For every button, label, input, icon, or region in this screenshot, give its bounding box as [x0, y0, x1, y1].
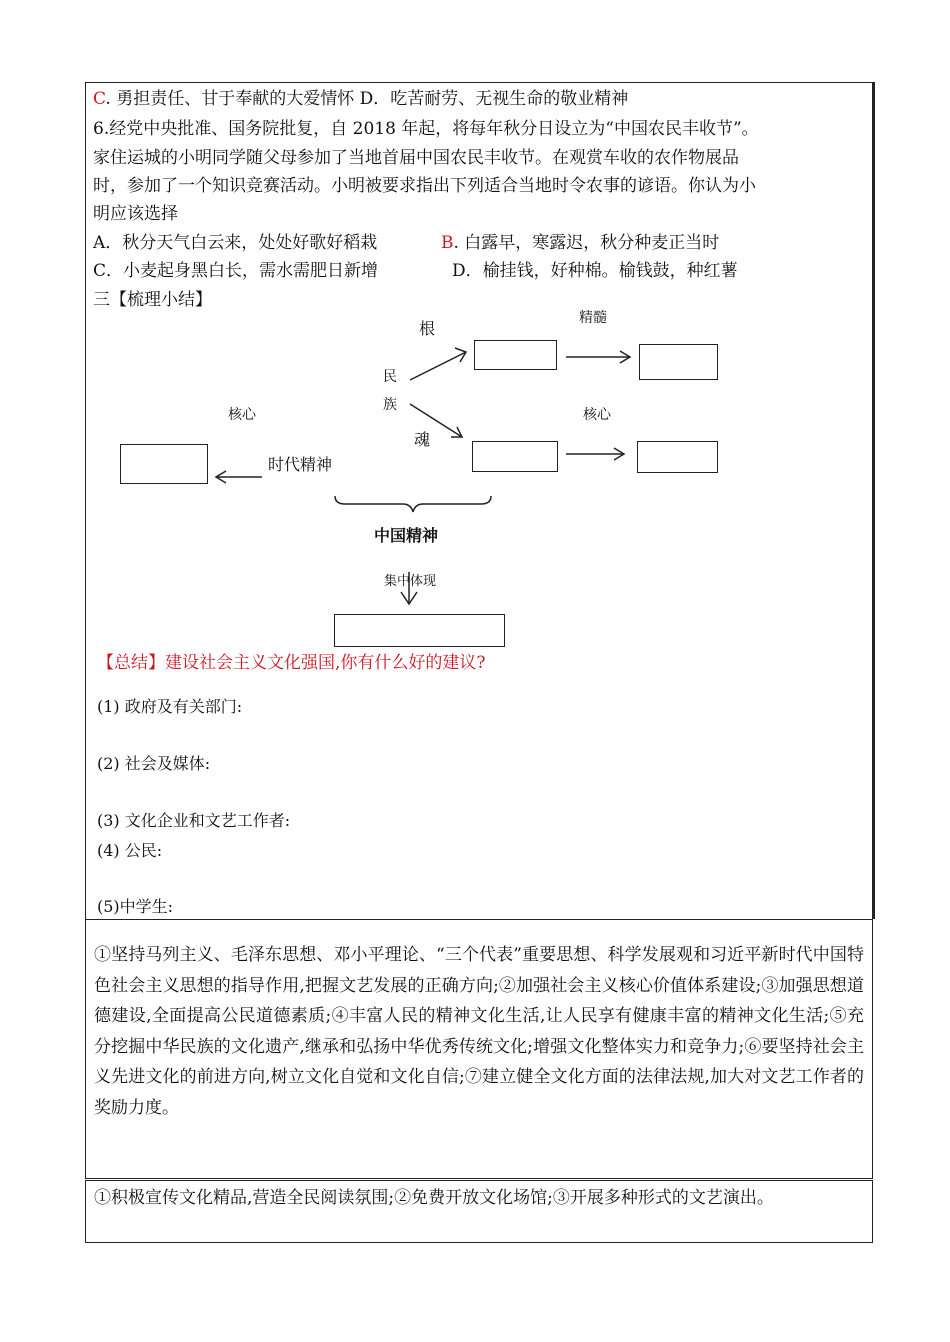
question6-line3: 时，参加了一个知识竞赛活动。小明被要求指出下列适合当地时令农事的谚语。你认为小	[93, 176, 756, 196]
summary-label: 【总结】建设社会主义文化强国,你有什么好的建议?	[97, 653, 486, 673]
summary-item-3: (3) 文化企业和文艺工作者:	[97, 811, 291, 830]
arrow-min-to-gen	[410, 352, 466, 380]
answer-box-2	[85, 1180, 873, 1243]
option-b-letter: B	[441, 233, 454, 253]
option-c: C．小麦起身黑白长，需水需肥日新增	[93, 261, 379, 281]
option-b-text: . 白露早，寒露迟，秋分种麦正当时	[453, 233, 720, 253]
section-title: 三【梳理小结】	[93, 290, 212, 310]
option-d: D．榆挂钱，好种棉。榆钱鼓，种红薯	[452, 261, 738, 281]
label-shidai: 时代精神	[268, 455, 333, 474]
label-zu: 族	[383, 397, 397, 413]
label-zhongguo: 中国精神	[374, 526, 439, 545]
summary-item-1: (1) 政府及有关部门:	[97, 697, 243, 716]
label-gen: 根	[419, 319, 436, 338]
brace	[335, 496, 491, 512]
summary-item-4: (4) 公民:	[97, 841, 163, 860]
summary-item-5: (5)中学生:	[97, 897, 174, 916]
answer-box-1	[85, 919, 873, 1179]
label-min: 民	[383, 369, 397, 385]
question6-line1: 6.经党中央批准、国务院批复，自 2018 年起，将每年秋分日设立为“中国农民丰收节”。	[93, 119, 759, 139]
label-jizhong: 集中体现	[384, 574, 437, 589]
answer-2-text: ①积极宣传文化精品,营造全民阅读氛围;②免费开放文化场馆;③开展多种形式的文艺演出。	[94, 1188, 774, 1208]
label-hexin-right: 核心	[583, 407, 611, 423]
label-hexin-left: 核心	[228, 407, 256, 423]
option-c-letter: C	[93, 89, 106, 109]
arrow-zu-to-hun	[410, 404, 462, 437]
label-hun: 魂	[414, 430, 431, 449]
question6-line2: 家住运城的小明同学随父母参加了当地首届中国农民丰收节。在观赏车收的农作物展品	[93, 148, 739, 168]
question6-line4: 明应该选择	[93, 204, 178, 224]
option-c-d-text: . 勇担责任、甘于奉献的大爱情怀 D．吃苦耐劳、无视生命的敬业精神	[105, 89, 629, 109]
option-a: A．秋分天气白云来，处处好歌好稻栽	[93, 233, 378, 253]
label-jingsui: 精髓	[579, 310, 607, 326]
answer-1-text: ①坚持马列主义、毛泽东思想、邓小平理论、“三个代表”重要思想、科学发展观和习近平新时代中国特色社会主义思想的指导作用,把握文艺发展的正确方向;②加强社会主义核心价值体系建设;③加强思想道德建设,全面提高公民道德素质;④丰富人民的精神文化生活,让人民享有健康丰富的精神文化生活;⑤充分挖掘中华民族的文化遗产,继承和弘扬中华优秀传统文化;增强文化整体实力和竞争力;⑥要坚持社会主义先进文化的前进方向,树立文化自觉和文化自信;⑦建立健全文化方面的法律法规,加大对文艺工作者的奖励力度。	[94, 945, 864, 1118]
summary-item-2: (2) 社会及媒体:	[97, 754, 211, 773]
